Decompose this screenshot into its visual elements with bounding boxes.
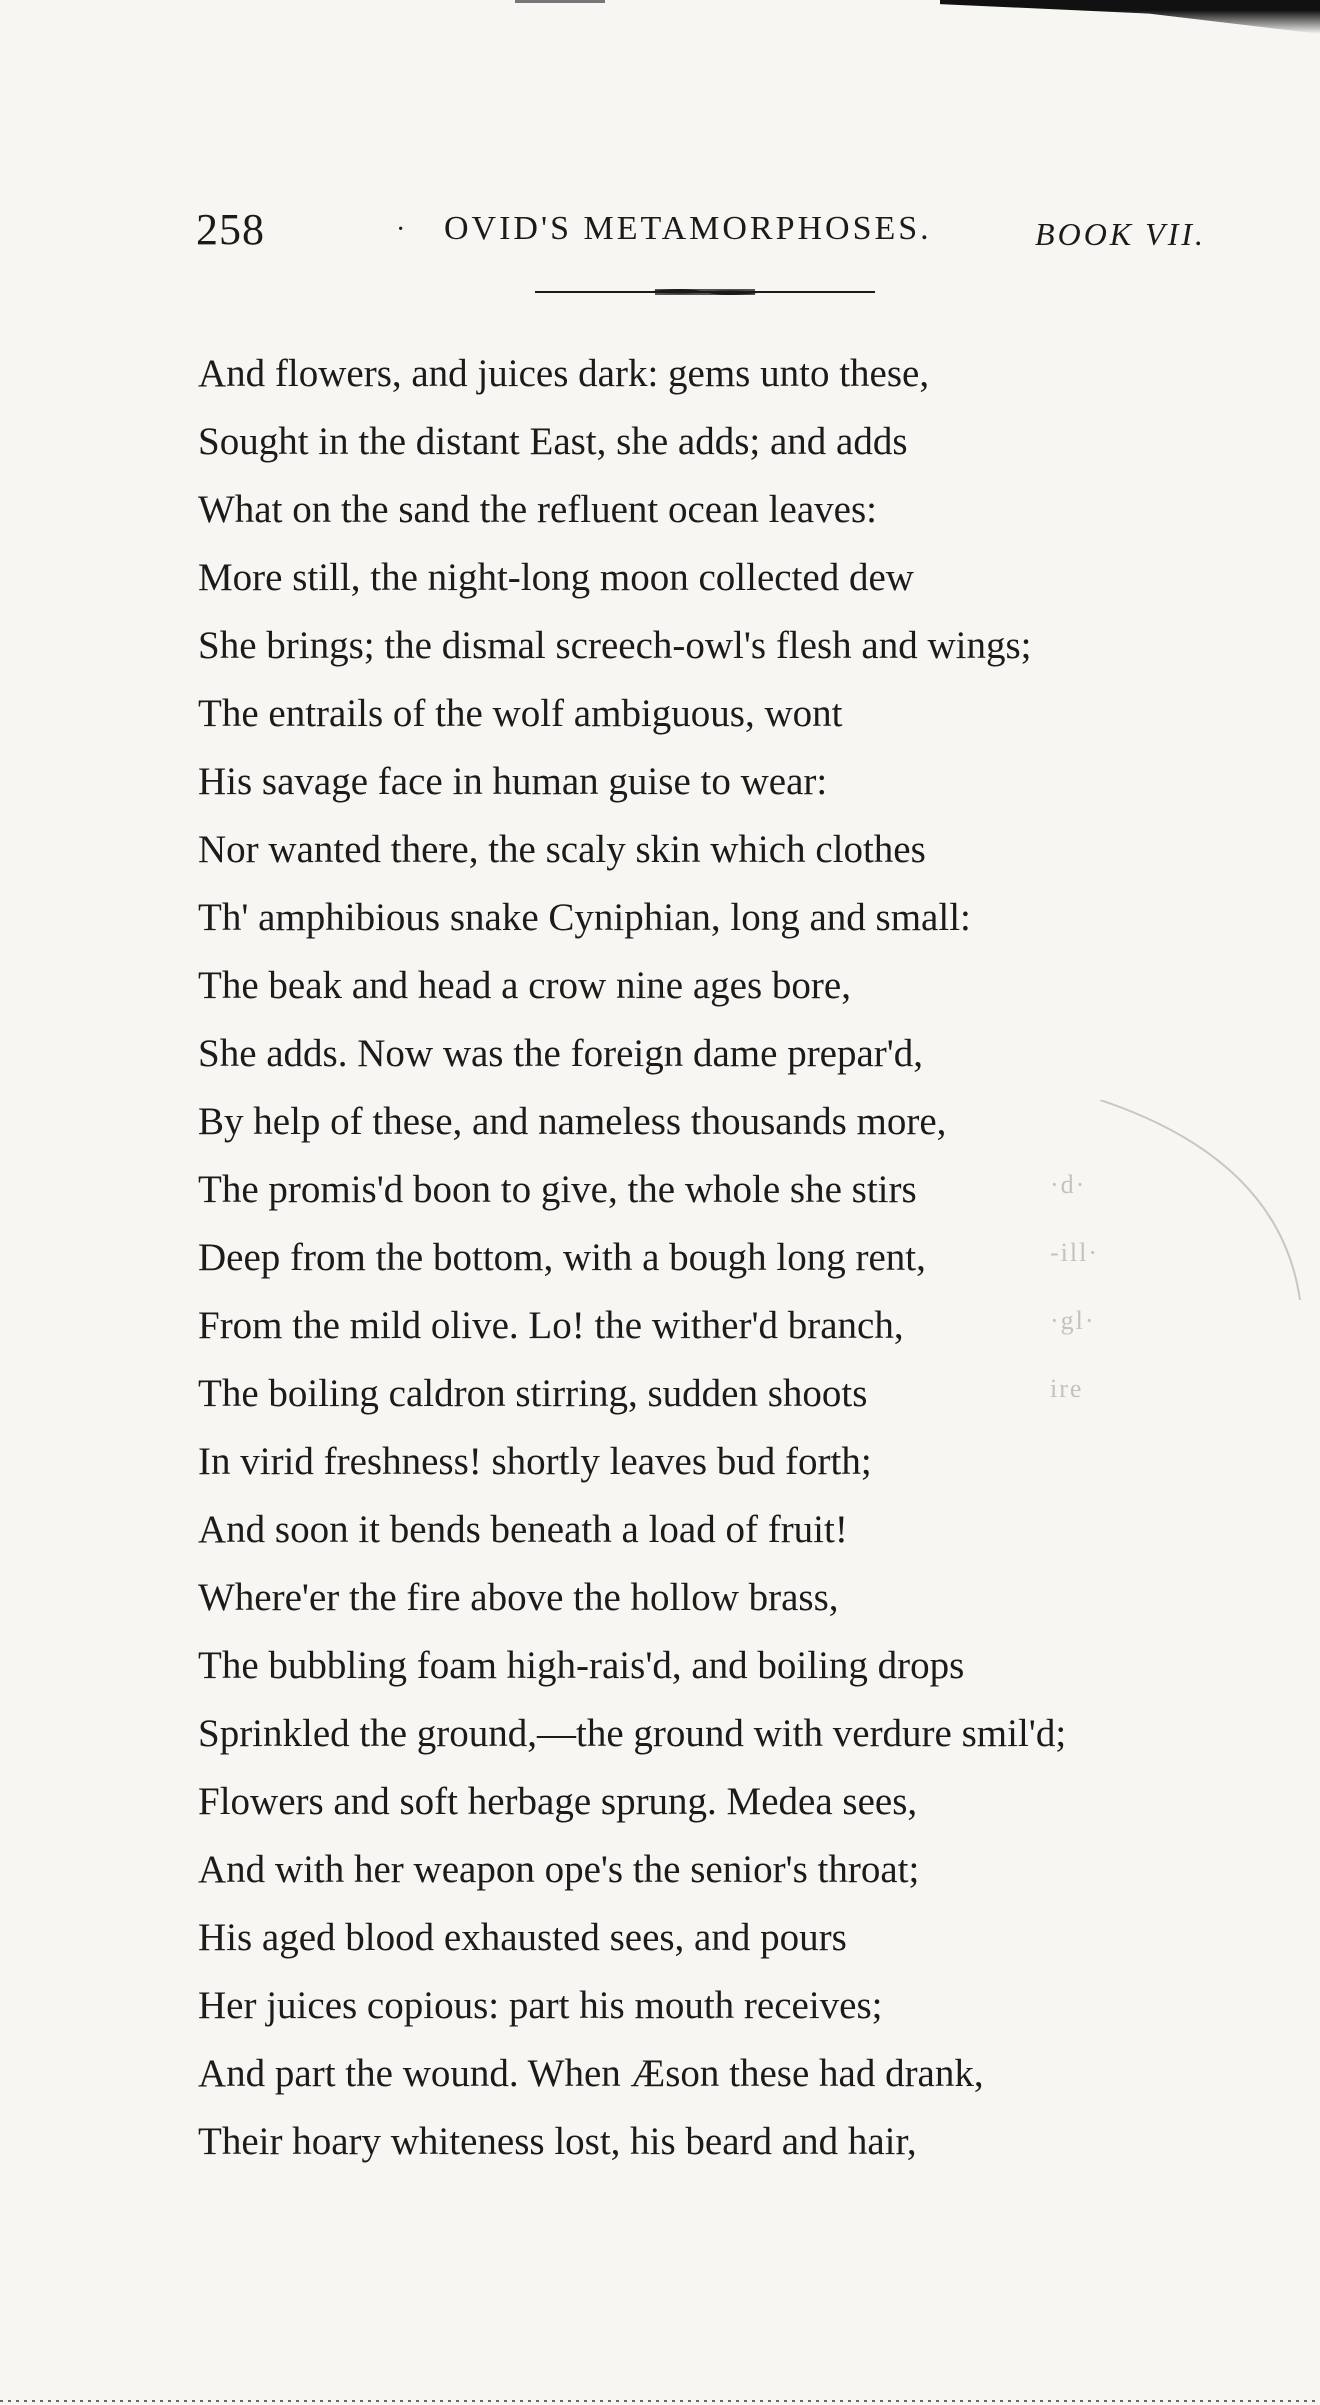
running-title: OVID'S METAMORPHOSES. bbox=[444, 210, 932, 247]
bottom-edge-noise bbox=[0, 2391, 1320, 2405]
poem-line: And with her weapon ope's the senior's throat; bbox=[198, 1848, 920, 1891]
poem-line: Sought in the distant East, she adds; and adds bbox=[198, 420, 908, 463]
poem-line: The entrails of the wolf ambiguous, wont bbox=[198, 692, 843, 735]
poem-line: She brings; the dismal screech-owl's flesh and wings; bbox=[198, 624, 1032, 667]
poem-line: In virid freshness! shortly leaves bud forth; bbox=[198, 1440, 872, 1483]
poem-line: The bubbling foam high-rais'd, and boiling drops bbox=[198, 1644, 965, 1687]
poem-line: Their hoary whiteness lost, his beard and hair, bbox=[198, 2120, 917, 2163]
poem-line: Her juices copious: part his mouth receives; bbox=[198, 1984, 883, 2027]
poem-line: The boiling caldron stirring, sudden shoots bbox=[198, 1372, 868, 1415]
poem-line: From the mild olive. Lo! the wither'd branch, bbox=[198, 1304, 904, 1347]
page-number: 258 bbox=[196, 205, 265, 254]
poem-line: More still, the night-long moon collected dew bbox=[198, 556, 914, 599]
poem-line: And soon it bends beneath a load of fruit! bbox=[198, 1508, 848, 1551]
bleed-through-curve bbox=[1100, 1100, 1320, 1340]
running-head bbox=[196, 200, 1206, 260]
ornamental-rule bbox=[535, 286, 875, 298]
poem-line: By help of these, and nameless thousands more, bbox=[198, 1100, 947, 1143]
poem-line: Th' amphibious snake Cyniphian, long and small: bbox=[198, 896, 971, 939]
bleed-through-mark: ·gl· bbox=[1050, 1306, 1096, 1335]
bleed-through-mark: ·d· bbox=[1050, 1170, 1087, 1199]
scan-edge-mark bbox=[515, 0, 605, 3]
poem-line: The promis'd boon to give, the whole she stirs bbox=[198, 1168, 917, 1211]
poem-line: And part the wound. When Æson these had drank, bbox=[198, 2052, 984, 2095]
bleed-through-mark: ire bbox=[1050, 1374, 1084, 1403]
poem-line: Where'er the fire above the hollow brass, bbox=[198, 1576, 839, 1619]
bleed-through-mark: -ill· bbox=[1050, 1238, 1099, 1267]
poem-line: What on the sand the refluent ocean leaves: bbox=[198, 488, 877, 531]
poem-line: His aged blood exhausted sees, and pours bbox=[198, 1916, 847, 1959]
head-dot: · bbox=[396, 214, 406, 245]
book-label: BOOK VII. bbox=[1035, 216, 1206, 252]
scan-shadow bbox=[940, 0, 1320, 34]
poem-line: The beak and head a crow nine ages bore, bbox=[198, 964, 851, 1007]
poem-line: Sprinkled the ground,—the ground with verdure smil'd; bbox=[198, 1712, 1067, 1755]
poem-line: Nor wanted there, the scaly skin which clothes bbox=[198, 828, 926, 871]
poem-line: His savage face in human guise to wear: bbox=[198, 760, 828, 803]
poem-line: Flowers and soft herbage sprung. Medea sees, bbox=[198, 1780, 918, 1823]
poem-line: Deep from the bottom, with a bough long rent, bbox=[198, 1236, 926, 1279]
poem-line: She adds. Now was the foreign dame prepar'd, bbox=[198, 1032, 924, 1075]
poem-line: And flowers, and juices dark: gems unto these, bbox=[198, 352, 930, 395]
